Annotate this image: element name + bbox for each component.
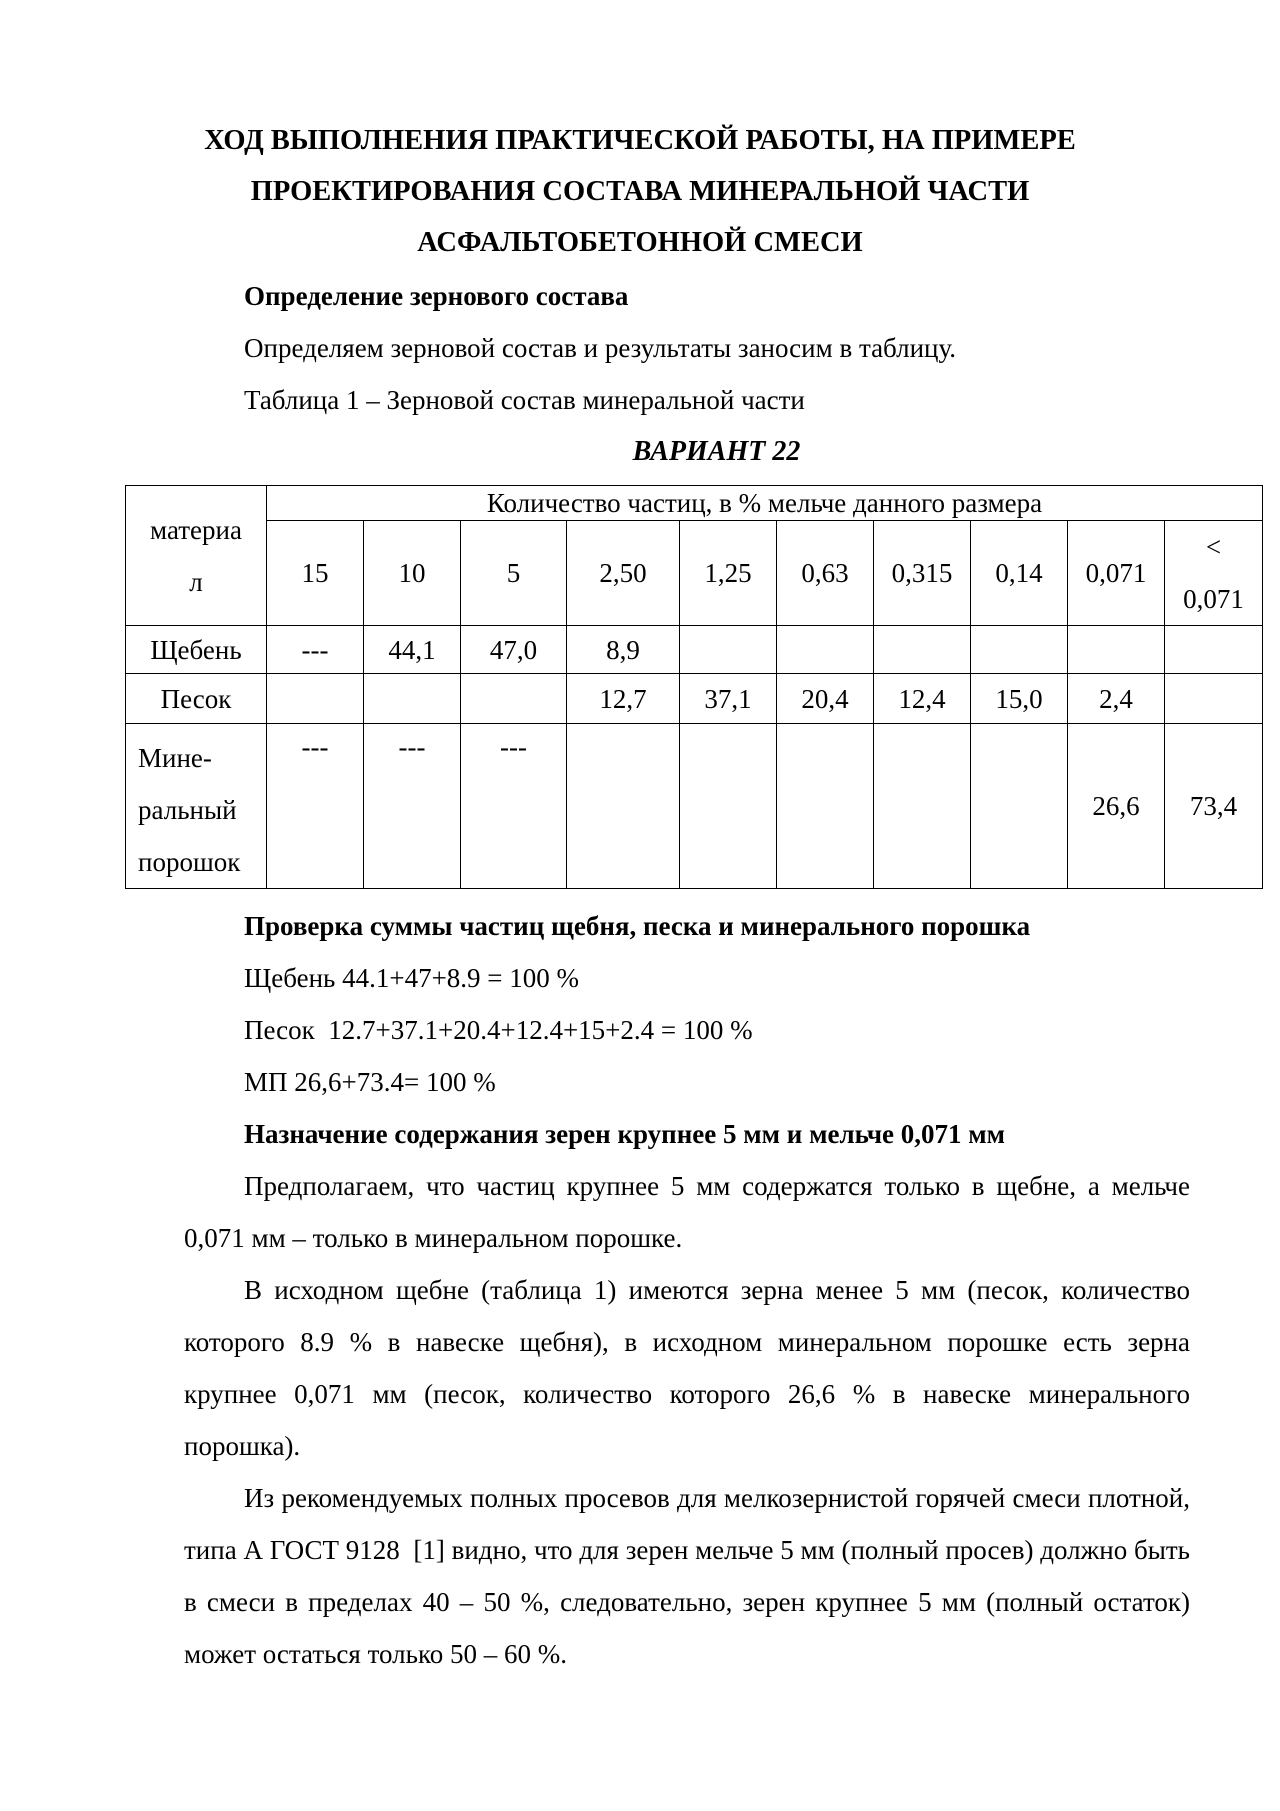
table-row: [126, 724, 1263, 889]
table-cell: 47,0: [461, 626, 567, 674]
table-header-row: [126, 486, 1263, 521]
table-cell: [971, 724, 1068, 889]
section-heading-assignment: Назначение содержания зерен крупнее 5 мм и мельче 0,071 мм: [244, 1119, 1006, 1149]
title-line-3: АСФАЛЬТОБЕТОННОЙ СМЕСИ: [417, 227, 863, 258]
table-cell: [364, 674, 461, 724]
row-label: Щебень: [126, 626, 267, 674]
table-cell: [874, 724, 971, 889]
size-header: 15: [267, 521, 364, 626]
table-row: [126, 674, 1263, 724]
paragraph-3: Из рекомендуемых полных просевов для мелкозернистой горячей смеси плотной, типа А ГОСТ 9128 [1] видно, что для зерен мельче 5 мм (полный просев) должно быть в смеси в пределах 40 – 50 %, следовательно, зерен крупнее 5 мм (полный остаток) может остаться только 50 – 60 %.: [184, 1483, 1204, 1669]
table-cell: 44,1: [364, 626, 461, 674]
table-cell: 20,4: [777, 674, 874, 724]
table-cell: [874, 626, 971, 674]
table-cell: [777, 724, 874, 889]
table-cell: [267, 674, 364, 724]
size-header: 10: [364, 521, 461, 626]
table-cell: [461, 674, 567, 724]
section-heading-grain: Определение зернового состава: [244, 281, 629, 311]
size-header: 2,50: [567, 521, 680, 626]
variant-label: ВАРИАНТ 22: [632, 436, 801, 467]
table-size-row: [126, 521, 1263, 626]
size-header: 0,071: [1068, 521, 1165, 626]
size-header: 5: [461, 521, 567, 626]
check-mineral-powder: МП 26,6+73.4= 100 %: [244, 1067, 496, 1097]
size-header: 0,63: [777, 521, 874, 626]
title-line-2: ПРОЕКТИРОВАНИЯ СОСТАВА МИНЕРАЛЬНОЙ ЧАСТИ: [250, 176, 1030, 207]
row-label: Мине- ральный порошок: [126, 724, 267, 889]
intro-text: Определяем зерновой состав и результаты заносим в таблицу.: [244, 333, 957, 363]
table-cell: 8,9: [567, 626, 680, 674]
table-cell: [680, 626, 777, 674]
group-header: Количество частиц, в % мельче данного размера: [267, 486, 1263, 521]
table-cell: [567, 724, 680, 889]
size-header: 0,315: [874, 521, 971, 626]
paragraph-2: В исходном щебне (таблица 1) имеются зерна менее 5 мм (песок, количество которого 8.9 % в навеске щебня), в исходном минеральном порошке есть зерна крупнее 0,071 мм (песок, количество которого 26,6 % в навеске минерального порошка).: [184, 1275, 1190, 1461]
table-cell: [971, 626, 1068, 674]
paragraph-1: Предполагаем, что частиц крупнее 5 мм содержатся только в щебне, а мельче 0,071 мм – только в минеральном порошке.: [184, 1171, 1190, 1253]
table-row: [126, 626, 1263, 674]
section-heading-check: Проверка суммы частиц щебня, песка и минерального порошка: [244, 911, 1031, 941]
table-cell: [1068, 626, 1165, 674]
table-cell: ---: [267, 626, 364, 674]
table-cell: 26,6: [1068, 724, 1165, 889]
row-label: Песок: [126, 674, 267, 724]
table-caption: Таблица 1 – Зерновой состав минеральной части: [244, 385, 805, 415]
check-crushed-stone: Щебень 44.1+47+8.9 = 100 %: [244, 963, 580, 993]
table-cell: [680, 724, 777, 889]
check-sand: Песок 12.7+37.1+20.4+12.4+15+2.4 = 100 %: [244, 1015, 753, 1045]
material-header: материа л: [126, 486, 267, 626]
title-line-1: ХОД ВЫПОЛНЕНИЯ ПРАКТИЧЕСКОЙ РАБОТЫ, НА ПРИМЕРЕ: [204, 125, 1076, 156]
table-cell: 12,7: [567, 674, 680, 724]
table-cell: 37,1: [680, 674, 777, 724]
size-header: 1,25: [680, 521, 777, 626]
grain-composition-table: [125, 485, 1263, 889]
table-cell: 12,4: [874, 674, 971, 724]
table-cell: 2,4: [1068, 674, 1165, 724]
size-header-less: < 0,071: [1165, 521, 1263, 626]
table-cell: 73,4: [1165, 724, 1263, 889]
table-cell: 15,0: [971, 674, 1068, 724]
table-cell: ---: [267, 724, 364, 889]
table-cell: [1165, 626, 1263, 674]
size-header: 0,14: [971, 521, 1068, 626]
table-cell: [1165, 674, 1263, 724]
table-cell: ---: [364, 724, 461, 889]
table-cell: ---: [461, 724, 567, 889]
table-cell: [777, 626, 874, 674]
